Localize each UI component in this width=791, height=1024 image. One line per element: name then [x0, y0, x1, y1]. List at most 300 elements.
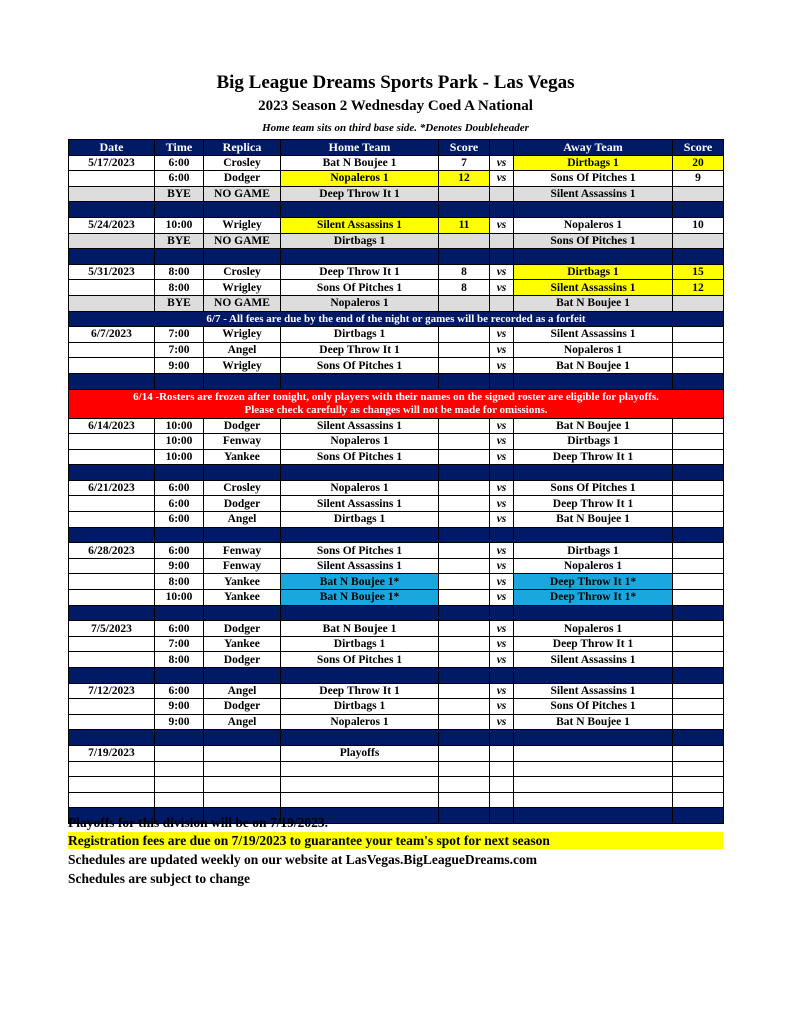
away-score-cell [673, 590, 724, 606]
separator-cell [155, 465, 204, 481]
vs-cell: vs [490, 280, 514, 296]
game-row [69, 558, 724, 574]
separator-cell [673, 730, 724, 746]
home-score-cell [439, 496, 490, 512]
vs-cell: vs [490, 434, 514, 450]
bye-row [69, 186, 724, 202]
time-cell: 10:00 [155, 449, 204, 465]
away-team-cell: Bat N Boujee 1 [514, 418, 673, 434]
away-score-cell [673, 792, 724, 808]
vs-cell: vs [490, 155, 514, 171]
separator-cell [439, 202, 490, 218]
date-cell [69, 652, 155, 668]
home-score-cell [439, 652, 490, 668]
separator-cell [514, 373, 673, 389]
footer-playoffs-note: Playoffs for this division will be on 7/19/2023. [68, 815, 329, 830]
replica-cell: Crosley [204, 155, 281, 171]
separator-cell [490, 249, 514, 265]
time-cell: 6:00 [155, 621, 204, 637]
away-team-cell [514, 777, 673, 793]
time-cell: BYE [155, 233, 204, 249]
time-cell: 6:00 [155, 496, 204, 512]
date-cell [69, 358, 155, 374]
separator-cell [155, 202, 204, 218]
date-cell [69, 434, 155, 450]
header-vs [490, 140, 514, 156]
separator-cell [204, 527, 281, 543]
separator-cell [673, 373, 724, 389]
date-cell [69, 449, 155, 465]
away-team-cell: Bat N Boujee 1 [514, 714, 673, 730]
home-score-cell: 8 [439, 280, 490, 296]
time-cell: 7:00 [155, 327, 204, 343]
home-score-cell [439, 327, 490, 343]
away-score-cell: 12 [673, 280, 724, 296]
separator-cell [281, 668, 439, 684]
home-score-cell [439, 683, 490, 699]
vs-cell [490, 295, 514, 311]
replica-cell: Yankee [204, 449, 281, 465]
time-cell: 8:00 [155, 574, 204, 590]
roster-notice [69, 389, 724, 418]
date-cell [69, 171, 155, 187]
replica-cell: Yankee [204, 574, 281, 590]
separator-cell [155, 249, 204, 265]
home-score-cell [439, 574, 490, 590]
date-cell [69, 233, 155, 249]
bye-row [69, 233, 724, 249]
game-row [69, 792, 724, 808]
vs-cell [490, 792, 514, 808]
footer-registration-note: Registration fees are due on 7/19/2023 to guarantee your team's spot for next season [68, 832, 723, 849]
away-team-cell: Silent Assassins 1 [514, 327, 673, 343]
separator-cell [673, 465, 724, 481]
separator-cell [69, 465, 155, 481]
separator-row [69, 730, 724, 746]
date-cell [69, 792, 155, 808]
home-team-cell: Dirtbags 1 [281, 512, 439, 528]
game-row [69, 590, 724, 606]
separator-cell [204, 202, 281, 218]
game-row [69, 264, 724, 280]
header-home-score: Score [439, 140, 490, 156]
time-cell: 6:00 [155, 480, 204, 496]
home-score-cell: 11 [439, 217, 490, 233]
separator-cell [514, 202, 673, 218]
home-team-cell: Bat N Boujee 1* [281, 574, 439, 590]
home-team-cell: Dirtbags 1 [281, 233, 439, 249]
home-team-cell: Playoffs [281, 745, 439, 761]
date-cell: 5/24/2023 [69, 217, 155, 233]
away-team-cell: Bat N Boujee 1 [514, 512, 673, 528]
time-cell: 6:00 [155, 155, 204, 171]
game-row [69, 777, 724, 793]
header-away-team: Away Team [514, 140, 673, 156]
vs-cell: vs [490, 621, 514, 637]
separator-cell [281, 527, 439, 543]
separator-cell [69, 605, 155, 621]
separator-cell [204, 605, 281, 621]
date-cell: 7/12/2023 [69, 683, 155, 699]
separator-row [69, 527, 724, 543]
date-cell [69, 342, 155, 358]
replica-cell: Fenway [204, 434, 281, 450]
home-score-cell [439, 699, 490, 715]
time-cell: 9:00 [155, 714, 204, 730]
away-team-cell [514, 792, 673, 808]
time-cell: 10:00 [155, 590, 204, 606]
vs-cell [490, 761, 514, 777]
replica-cell: Wrigley [204, 217, 281, 233]
date-cell: 5/31/2023 [69, 264, 155, 280]
away-team-cell: Dirtbags 1 [514, 434, 673, 450]
away-score-cell [673, 761, 724, 777]
time-cell: 7:00 [155, 636, 204, 652]
replica-cell: Wrigley [204, 358, 281, 374]
away-team-cell: Deep Throw It 1* [514, 590, 673, 606]
vs-cell: vs [490, 496, 514, 512]
replica-cell: Crosley [204, 264, 281, 280]
away-score-cell [673, 699, 724, 715]
separator-row [69, 668, 724, 684]
separator-cell [155, 730, 204, 746]
replica-cell: Dodger [204, 418, 281, 434]
separator-cell [281, 373, 439, 389]
home-score-cell [439, 233, 490, 249]
game-row [69, 217, 724, 233]
vs-cell [490, 745, 514, 761]
home-team-cell: Silent Assassins 1 [281, 496, 439, 512]
separator-cell [673, 668, 724, 684]
away-score-cell [673, 233, 724, 249]
date-cell [69, 777, 155, 793]
vs-cell: vs [490, 699, 514, 715]
away-score-cell [673, 745, 724, 761]
separator-cell [514, 465, 673, 481]
time-cell: 7:00 [155, 342, 204, 358]
away-team-cell: Deep Throw It 1 [514, 496, 673, 512]
game-row [69, 434, 724, 450]
separator-cell [155, 668, 204, 684]
separator-cell [673, 527, 724, 543]
away-score-cell [673, 636, 724, 652]
date-cell [69, 512, 155, 528]
away-score-cell [673, 327, 724, 343]
vs-cell: vs [490, 558, 514, 574]
home-score-cell [439, 512, 490, 528]
home-team-cell: Silent Assassins 1 [281, 418, 439, 434]
vs-cell: vs [490, 714, 514, 730]
date-cell: 7/5/2023 [69, 621, 155, 637]
game-row [69, 745, 724, 761]
separator-cell [514, 527, 673, 543]
separator-cell [514, 249, 673, 265]
schedule-table [68, 139, 724, 824]
game-row [69, 699, 724, 715]
game-row [69, 358, 724, 374]
away-team-cell: Bat N Boujee 1 [514, 295, 673, 311]
footer-website-note: Schedules are updated weekly on our website at LasVegas.BigLeagueDreams.com [68, 852, 538, 867]
home-team-cell: Nopaleros 1 [281, 434, 439, 450]
away-score-cell [673, 621, 724, 637]
separator-row [69, 605, 724, 621]
vs-cell: vs [490, 652, 514, 668]
replica-cell: Dodger [204, 496, 281, 512]
time-cell: BYE [155, 186, 204, 202]
home-score-cell: 7 [439, 155, 490, 171]
home-team-cell: Silent Assassins 1 [281, 558, 439, 574]
date-cell: 7/19/2023 [69, 745, 155, 761]
replica-cell: NO GAME [204, 186, 281, 202]
game-row [69, 171, 724, 187]
home-team-cell: Deep Throw It 1 [281, 186, 439, 202]
page-subtitle: 2023 Season 2 Wednesday Coed A National [258, 98, 533, 114]
away-team-cell: Deep Throw It 1* [514, 574, 673, 590]
home-score-cell [439, 745, 490, 761]
table-header-row [69, 140, 724, 156]
home-team-cell: Bat N Boujee 1 [281, 155, 439, 171]
home-team-cell: Sons Of Pitches 1 [281, 280, 439, 296]
replica-cell [204, 777, 281, 793]
separator-cell [281, 202, 439, 218]
away-score-cell [673, 777, 724, 793]
date-cell [69, 496, 155, 512]
schedule-body [69, 155, 724, 823]
separator-cell [69, 668, 155, 684]
home-team-cell [281, 761, 439, 777]
time-cell: 6:00 [155, 683, 204, 699]
separator-cell [490, 730, 514, 746]
away-team-cell: Silent Assassins 1 [514, 683, 673, 699]
replica-cell [204, 792, 281, 808]
away-score-cell [673, 186, 724, 202]
home-score-cell: 12 [439, 171, 490, 187]
away-team-cell: Silent Assassins 1 [514, 280, 673, 296]
game-row [69, 683, 724, 699]
home-team-cell: Deep Throw It 1 [281, 683, 439, 699]
home-team-cell [281, 777, 439, 793]
separator-cell [204, 373, 281, 389]
separator-cell [155, 527, 204, 543]
vs-cell: vs [490, 590, 514, 606]
vs-cell [490, 233, 514, 249]
away-team-cell: Silent Assassins 1 [514, 186, 673, 202]
date-cell [69, 186, 155, 202]
date-cell: 6/21/2023 [69, 480, 155, 496]
separator-cell [281, 605, 439, 621]
home-score-cell [439, 295, 490, 311]
game-row [69, 621, 724, 637]
away-team-cell: Deep Throw It 1 [514, 636, 673, 652]
game-row [69, 761, 724, 777]
replica-cell: Dodger [204, 171, 281, 187]
away-score-cell [673, 480, 724, 496]
separator-cell [155, 373, 204, 389]
replica-cell: Dodger [204, 621, 281, 637]
replica-cell: NO GAME [204, 233, 281, 249]
date-cell [69, 761, 155, 777]
vs-cell: vs [490, 480, 514, 496]
away-team-cell: Sons Of Pitches 1 [514, 480, 673, 496]
separator-cell [490, 605, 514, 621]
vs-cell: vs [490, 574, 514, 590]
separator-cell [204, 668, 281, 684]
home-score-cell [439, 480, 490, 496]
time-cell: 10:00 [155, 434, 204, 450]
header-home-team: Home Team [281, 140, 439, 156]
away-score-cell [673, 342, 724, 358]
home-score-cell [439, 342, 490, 358]
date-cell [69, 280, 155, 296]
away-team-cell [514, 745, 673, 761]
separator-cell [155, 605, 204, 621]
away-team-cell: Dirtbags 1 [514, 264, 673, 280]
vs-cell: vs [490, 449, 514, 465]
separator-cell [69, 730, 155, 746]
separator-cell [439, 668, 490, 684]
time-cell: BYE [155, 295, 204, 311]
home-team-cell: Nopaleros 1 [281, 295, 439, 311]
time-cell: 8:00 [155, 652, 204, 668]
away-team-cell: Sons Of Pitches 1 [514, 171, 673, 187]
date-cell [69, 699, 155, 715]
home-score-cell: 8 [439, 264, 490, 280]
home-score-cell [439, 761, 490, 777]
roster-notice-line1: 6/14 -Rosters are frozen after tonight, only players with their names on the signed roster are eligible for playoffs. [133, 390, 659, 403]
home-score-cell [439, 186, 490, 202]
separator-cell [673, 202, 724, 218]
vs-cell: vs [490, 543, 514, 559]
vs-cell [490, 777, 514, 793]
home-score-cell [439, 792, 490, 808]
replica-cell: Angel [204, 683, 281, 699]
away-team-cell: Deep Throw It 1 [514, 449, 673, 465]
date-cell [69, 295, 155, 311]
replica-cell: Wrigley [204, 327, 281, 343]
replica-cell: Angel [204, 342, 281, 358]
vs-cell: vs [490, 636, 514, 652]
home-score-cell [439, 714, 490, 730]
game-row [69, 636, 724, 652]
separator-cell [439, 605, 490, 621]
time-cell [155, 792, 204, 808]
away-score-cell [673, 714, 724, 730]
game-row [69, 449, 724, 465]
page-title: Big League Dreams Sports Park - Las Vegas [216, 72, 575, 93]
roster-notice-row [69, 389, 724, 418]
separator-cell [490, 668, 514, 684]
separator-row [69, 373, 724, 389]
time-cell: 10:00 [155, 418, 204, 434]
header-date: Date [69, 140, 155, 156]
footer-change-note: Schedules are subject to change [68, 871, 250, 886]
separator-cell [514, 730, 673, 746]
time-cell: 8:00 [155, 264, 204, 280]
home-score-cell [439, 558, 490, 574]
home-score-cell [439, 590, 490, 606]
vs-cell: vs [490, 418, 514, 434]
replica-cell: Wrigley [204, 280, 281, 296]
header-time: Time [155, 140, 204, 156]
away-team-cell: Sons Of Pitches 1 [514, 699, 673, 715]
away-team-cell: Dirtbags 1 [514, 155, 673, 171]
separator-cell [439, 373, 490, 389]
header-replica: Replica [204, 140, 281, 156]
game-row [69, 480, 724, 496]
replica-cell: Dodger [204, 699, 281, 715]
separator-cell [281, 465, 439, 481]
replica-cell: Fenway [204, 543, 281, 559]
page-note: Home team sits on third base side. *Denotes Doubleheader [262, 122, 529, 134]
roster-notice-line2: Please check carefully as changes will not be made for omissions. [244, 403, 548, 416]
time-cell: 10:00 [155, 217, 204, 233]
vs-cell [490, 186, 514, 202]
separator-cell [204, 465, 281, 481]
away-score-cell [673, 543, 724, 559]
away-team-cell: Nopaleros 1 [514, 217, 673, 233]
game-row [69, 496, 724, 512]
home-score-cell [439, 449, 490, 465]
separator-cell [673, 605, 724, 621]
time-cell: 6:00 [155, 512, 204, 528]
home-score-cell [439, 434, 490, 450]
home-team-cell: Sons Of Pitches 1 [281, 652, 439, 668]
separator-cell [439, 730, 490, 746]
header-away-score: Score [673, 140, 724, 156]
date-cell: 6/7/2023 [69, 327, 155, 343]
away-score-cell [673, 496, 724, 512]
away-score-cell [673, 558, 724, 574]
game-row [69, 512, 724, 528]
home-team-cell: Sons Of Pitches 1 [281, 449, 439, 465]
date-cell [69, 636, 155, 652]
separator-row [69, 465, 724, 481]
home-team-cell: Nopaleros 1 [281, 714, 439, 730]
separator-row [69, 202, 724, 218]
separator-cell [204, 730, 281, 746]
game-row [69, 418, 724, 434]
vs-cell: vs [490, 683, 514, 699]
away-team-cell: Silent Assassins 1 [514, 652, 673, 668]
separator-cell [514, 605, 673, 621]
home-score-cell [439, 777, 490, 793]
time-cell [155, 777, 204, 793]
away-team-cell: Nopaleros 1 [514, 621, 673, 637]
away-score-cell [673, 683, 724, 699]
separator-cell [69, 527, 155, 543]
away-score-cell [673, 574, 724, 590]
date-cell: 5/17/2023 [69, 155, 155, 171]
notice-row [69, 311, 724, 327]
date-cell [69, 558, 155, 574]
date-cell [69, 714, 155, 730]
vs-cell: vs [490, 342, 514, 358]
home-score-cell [439, 636, 490, 652]
separator-cell [439, 527, 490, 543]
away-team-cell [514, 761, 673, 777]
date-cell: 6/14/2023 [69, 418, 155, 434]
bye-row [69, 295, 724, 311]
away-team-cell: Dirtbags 1 [514, 543, 673, 559]
separator-row [69, 249, 724, 265]
away-score-cell [673, 358, 724, 374]
home-team-cell [281, 792, 439, 808]
away-team-cell: Bat N Boujee 1 [514, 358, 673, 374]
home-score-cell [439, 543, 490, 559]
replica-cell: Crosley [204, 480, 281, 496]
replica-cell: NO GAME [204, 295, 281, 311]
home-score-cell [439, 358, 490, 374]
